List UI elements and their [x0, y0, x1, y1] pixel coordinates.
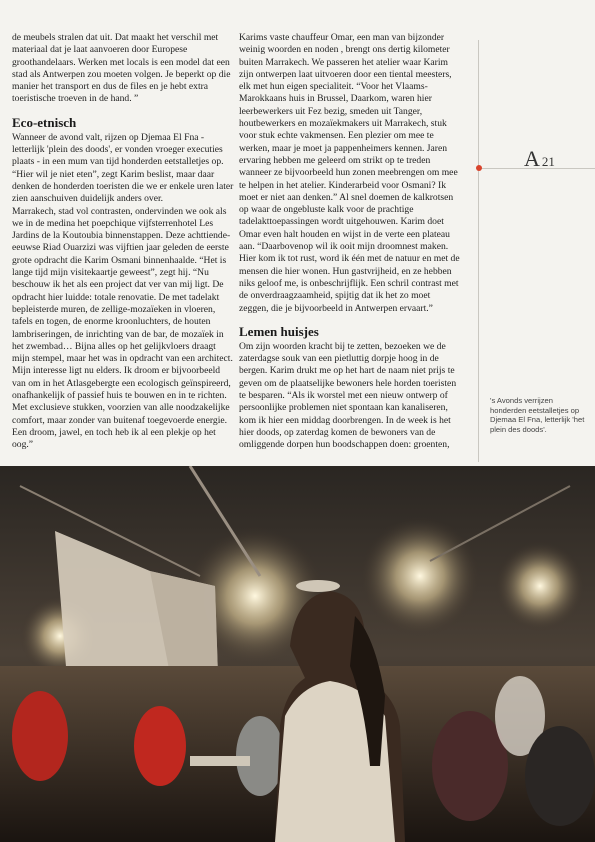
paragraph: Wanneer de avond valt, rijzen op Djemaa El Fna - letterlijk 'plein des doods', er vonden vroeger executies plaats - in een mum van tijd honderden eetstalletjes op. “Hier wil je niet eten”, zegt Karim beslist, maar daar denken de honderden toeristen die we er enkele uren later zien aanschuiven duidelijk anders over.: [12, 131, 234, 205]
market-night-photo: [0, 466, 595, 842]
page-number: [524, 146, 555, 172]
paragraph: Karims vaste chauffeur Omar, een man van bijzonder weinig woorden en noden , brengt ons dertig kilometer buiten Marrakech. We passeren het atelier waar Karim zijn ontwerpen laat uitvoeren door een tiental meesters, elk met hun eigen specialiteit. “Voor het Vlaams-Marokkaans huis in Brussel, Daarkom, waren hier leerbewerkers uit Fez bezig, smeden uit Tanger, houtbewerkers en mozaïekmakers uit Marrakech, stuk voor stuk echte vakmensen. Een plezier om mee te werken, maar je moet ja pappenheimers kennen. Jaren ervaring hebben me geleerd om strikt op te treden wanneer ze bijvoorbeeld hun zonen meebrengen om mee te helpen in het atelier. Kinderarbeid voor Osmani? Ik moet er niet aan denken.” Al snel doemen de kalkrotsen op waar de ongebluste kalk voor de prachtige tadelakttoepassingen wordt uitgehouwen. Karim doet Omar even halt houden en wijst in de verte een plateau aan. “Daarbovenop wil ik ooit mijn droomnest maken. Hier kom ik tot rust, word ik één met de natuur en met de mensen die hier wonen. Hun gastvrijheid, en ze hebben niks geloof me, is onbeschrijflijk. Een schril contrast met de onverdraagzaamheid, spijtig dat ik het zo moet zeggen, die je bijvoorbeeld in Antwerpen ervaart.”: [239, 32, 460, 314]
photo-caption: 's Avonds verrijzen honderden eetstalletjes op Djemaa El Fna, letterlijk 'het plein des doods'.: [490, 396, 585, 434]
page-number-value: 21: [541, 154, 555, 169]
section-heading-lemen-huisjes: Lemen huisjes: [239, 323, 319, 339]
accent-dot: [476, 165, 482, 171]
photo-illustration: [0, 466, 595, 842]
paragraph: Marrakech, stad vol contrasten, ondervinden we ook als we in de medina het poepchique vijfsterrenhotel Les Jardins de la Koutoubia binnenstappen. Deze achttiende-eeuwse Riad Ouarzizi was vijftien jaar geleden de eerste grote opdracht die Karim Osmani binnenhaalde. “Het is lange tijd mijn visitekaartje geweest”, zegt hij. “Nu beschouw ik het als een project dat ver van mij ligt. De opdracht hier luidde: totale renovatie. De met tadelakt bepleisterde muren, de zellige-mozaïeken in vloeren, tafels en togen, de enorme kroonluchters, de houten lambriseringen, de inrichting van de bar, de mozaïek in het zwembad… Bijna alles op het gelijkvloers draagt mijn stempel, maar het was in opdracht van een architect. Mijn interesse ligt nu elders. Ik droom er bijvoorbeeld van om in het Atlasgebergte een ecologisch geïnspireerd, onafhankelijk of passief huis te bouwen en in te richten. Met exclusieve stukken, voorzien van alle noodzakelijke comfort, maar zonder van buitenaf toegevoerde energie. Een droom, jawel, en toch heb ik al een plekje op het oog.”: [12, 205, 233, 451]
column-divider: [478, 40, 479, 462]
section-heading-eco-etnisch: Eco-etnisch: [12, 114, 77, 130]
text-column-1: [12, 32, 234, 452]
page-section-letter: A: [524, 146, 540, 171]
paragraph: Om zijn woorden kracht bij te zetten, bezoeken we de zaterdagse souk van een pietluttig dorpje hoog in de bergen. Karim drukt me op het hart de naam niet prijs te geven om de plaatselijke bewoners hele horden toeristen te besparen. “Als ik worstel met een nieuw ontwerp of persoonlijke problemen niet spontaan kan kanaliseren, kom ik hier een middag doorbrengen. In de week is het hier doods, op zaterdag komen de bewoners van de omliggende dorpen hun boodschappen doen: groenten,: [239, 340, 457, 451]
text-column-2: [239, 32, 461, 452]
paragraph: de meubels stralen dat uit. Dat maakt het verschil met materiaal dat je laat aanvoeren door Europese groothandelaars. Werken met locals is een model dat een stad als Antwerpen zou moeten volgen. Je beperkt op die manier het transport en dus de files en je hebt extra toeristische troeven in de hand. ”: [12, 32, 231, 105]
